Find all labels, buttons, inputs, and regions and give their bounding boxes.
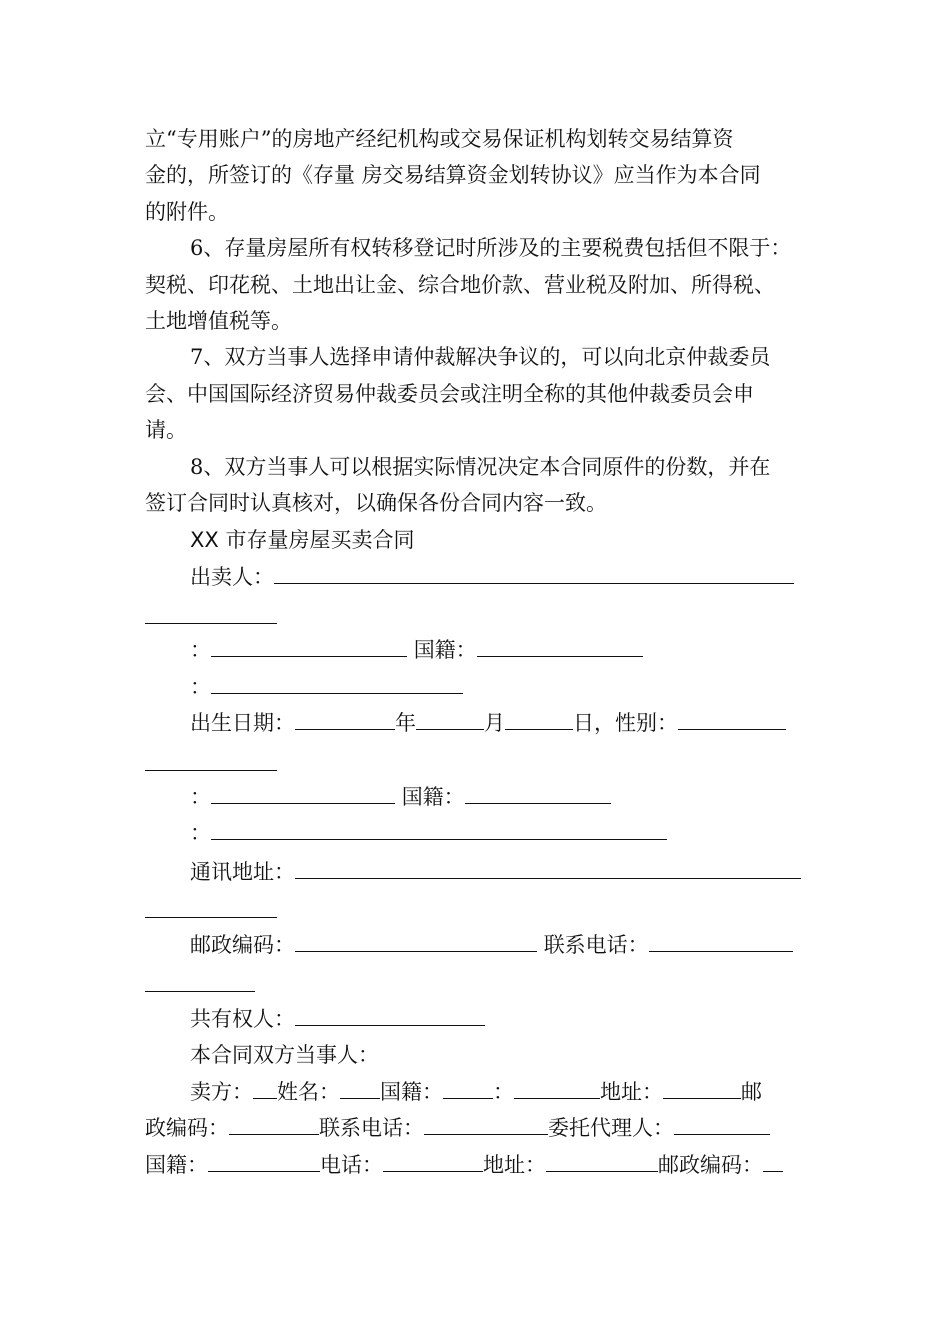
co-owner-label: 共有权人： — [190, 1007, 295, 1031]
id-blank[interactable] — [211, 781, 395, 804]
address-blank[interactable] — [546, 1149, 658, 1172]
contract-title: XX 市存量房屋买卖合同 — [190, 528, 415, 552]
birth-line — [190, 707, 786, 738]
postal-code-blank[interactable] — [295, 929, 537, 952]
paragraph-line: 8、双方当事人可以根据实际情况决定本合同原件的份数，并在 — [190, 455, 771, 479]
seller-line — [190, 561, 794, 592]
address-label: 地址： — [483, 1153, 546, 1177]
agent-blank[interactable] — [674, 1112, 770, 1135]
year-blank[interactable] — [295, 707, 395, 730]
phone-label: 联系电话： — [319, 1116, 424, 1140]
colon-label: ： — [190, 785, 211, 809]
seller-side-blank[interactable] — [253, 1076, 277, 1099]
id-line — [190, 634, 643, 665]
colon-label: ： — [190, 638, 211, 662]
postal-code-blank[interactable] — [763, 1149, 783, 1172]
postal-code-blank[interactable] — [229, 1112, 319, 1135]
postal-code-label: 邮政编码： — [190, 933, 295, 957]
nationality-blank[interactable] — [477, 634, 643, 657]
paragraph-line: 的附件。 — [145, 200, 229, 224]
colon-label: ： — [190, 821, 211, 845]
id-line — [190, 781, 611, 812]
month-label: 月 — [484, 711, 505, 735]
paragraph-line: 会、中国国际经济贸易仲裁委员会或注明全称的其他仲裁委员会申 — [145, 382, 754, 406]
phone-label: 联系电话： — [543, 933, 649, 957]
gender-blank[interactable] — [678, 707, 786, 730]
address-blank[interactable] — [295, 856, 801, 879]
paragraph-line: 7、双方当事人选择申请仲裁解决争议的，可以向北京仲裁委员 — [190, 345, 771, 369]
paragraph-line: 请。 — [145, 418, 187, 442]
nationality-label: 国籍： — [380, 1080, 443, 1104]
nationality-blank[interactable] — [465, 781, 611, 804]
blank-continuation[interactable] — [145, 770, 277, 771]
address-blank[interactable] — [663, 1076, 741, 1099]
nationality-blank[interactable] — [443, 1076, 493, 1099]
paragraph-line: 契税、印花税、土地出让金、综合地价款、营业税及附加、所得税、 — [145, 273, 775, 297]
paragraph-line: 金的，所签订的《存量 房交易结算资金划转协议》应当作为本合同 — [145, 163, 761, 187]
blank-continuation[interactable] — [145, 917, 277, 918]
address-line — [190, 856, 801, 887]
day-gender-label: 日，性别： — [573, 711, 678, 735]
telephone-blank[interactable] — [383, 1149, 483, 1172]
nationality-label: 国籍： — [401, 785, 465, 809]
seller-label: 出卖人： — [190, 565, 274, 589]
name-label: 姓名： — [277, 1080, 340, 1104]
agent-details-line — [145, 1149, 783, 1180]
blank-continuation[interactable] — [145, 623, 277, 624]
birth-date-label: 出生日期： — [190, 711, 295, 735]
you-char: 邮 — [741, 1080, 762, 1104]
colon-label: ： — [190, 675, 211, 699]
year-label: 年 — [395, 711, 416, 735]
nationality-label: 国籍： — [145, 1153, 208, 1177]
paragraph-line: 土地增值税等。 — [145, 309, 292, 333]
postal-code-label: 政编码： — [145, 1116, 229, 1140]
address-label: 地址： — [600, 1080, 663, 1104]
paragraph-line: 签订合同时认真核对，以确保各份合同内容一致。 — [145, 491, 607, 515]
phone-blank[interactable] — [424, 1112, 548, 1135]
seller-blank[interactable] — [274, 561, 794, 584]
id-blank[interactable] — [514, 1076, 600, 1099]
colon-blank[interactable] — [211, 817, 667, 840]
nationality-blank[interactable] — [208, 1149, 320, 1172]
telephone-label: 电话： — [320, 1153, 383, 1177]
co-owner-line — [190, 1003, 485, 1034]
paragraph-line: 立“专用账户”的房地产经纪机构或交易保证机构划转交易结算资 — [145, 127, 734, 151]
nationality-label: 国籍： — [413, 638, 477, 662]
colon-blank[interactable] — [211, 671, 463, 694]
colon-line — [190, 817, 667, 848]
blank-continuation[interactable] — [145, 991, 255, 992]
postal-line — [190, 929, 793, 960]
agent-label: 委托代理人： — [548, 1116, 674, 1140]
seller-side-line — [190, 1076, 762, 1107]
agent-line — [145, 1112, 770, 1143]
day-blank[interactable] — [505, 707, 573, 730]
month-blank[interactable] — [416, 707, 484, 730]
colon-label: ： — [493, 1080, 514, 1104]
id-blank[interactable] — [211, 634, 407, 657]
parties-heading: 本合同双方当事人： — [190, 1043, 379, 1067]
co-owner-blank[interactable] — [295, 1003, 485, 1026]
name-blank[interactable] — [340, 1076, 380, 1099]
seller-side-label: 卖方： — [190, 1080, 253, 1104]
postal-code-label: 邮政编码： — [658, 1153, 763, 1177]
phone-blank[interactable] — [649, 929, 793, 952]
colon-line — [190, 671, 463, 702]
paragraph-line: 6、存量房屋所有权转移登记时所涉及的主要税费包括但不限于： — [190, 236, 792, 260]
address-label: 通讯地址： — [190, 860, 295, 884]
